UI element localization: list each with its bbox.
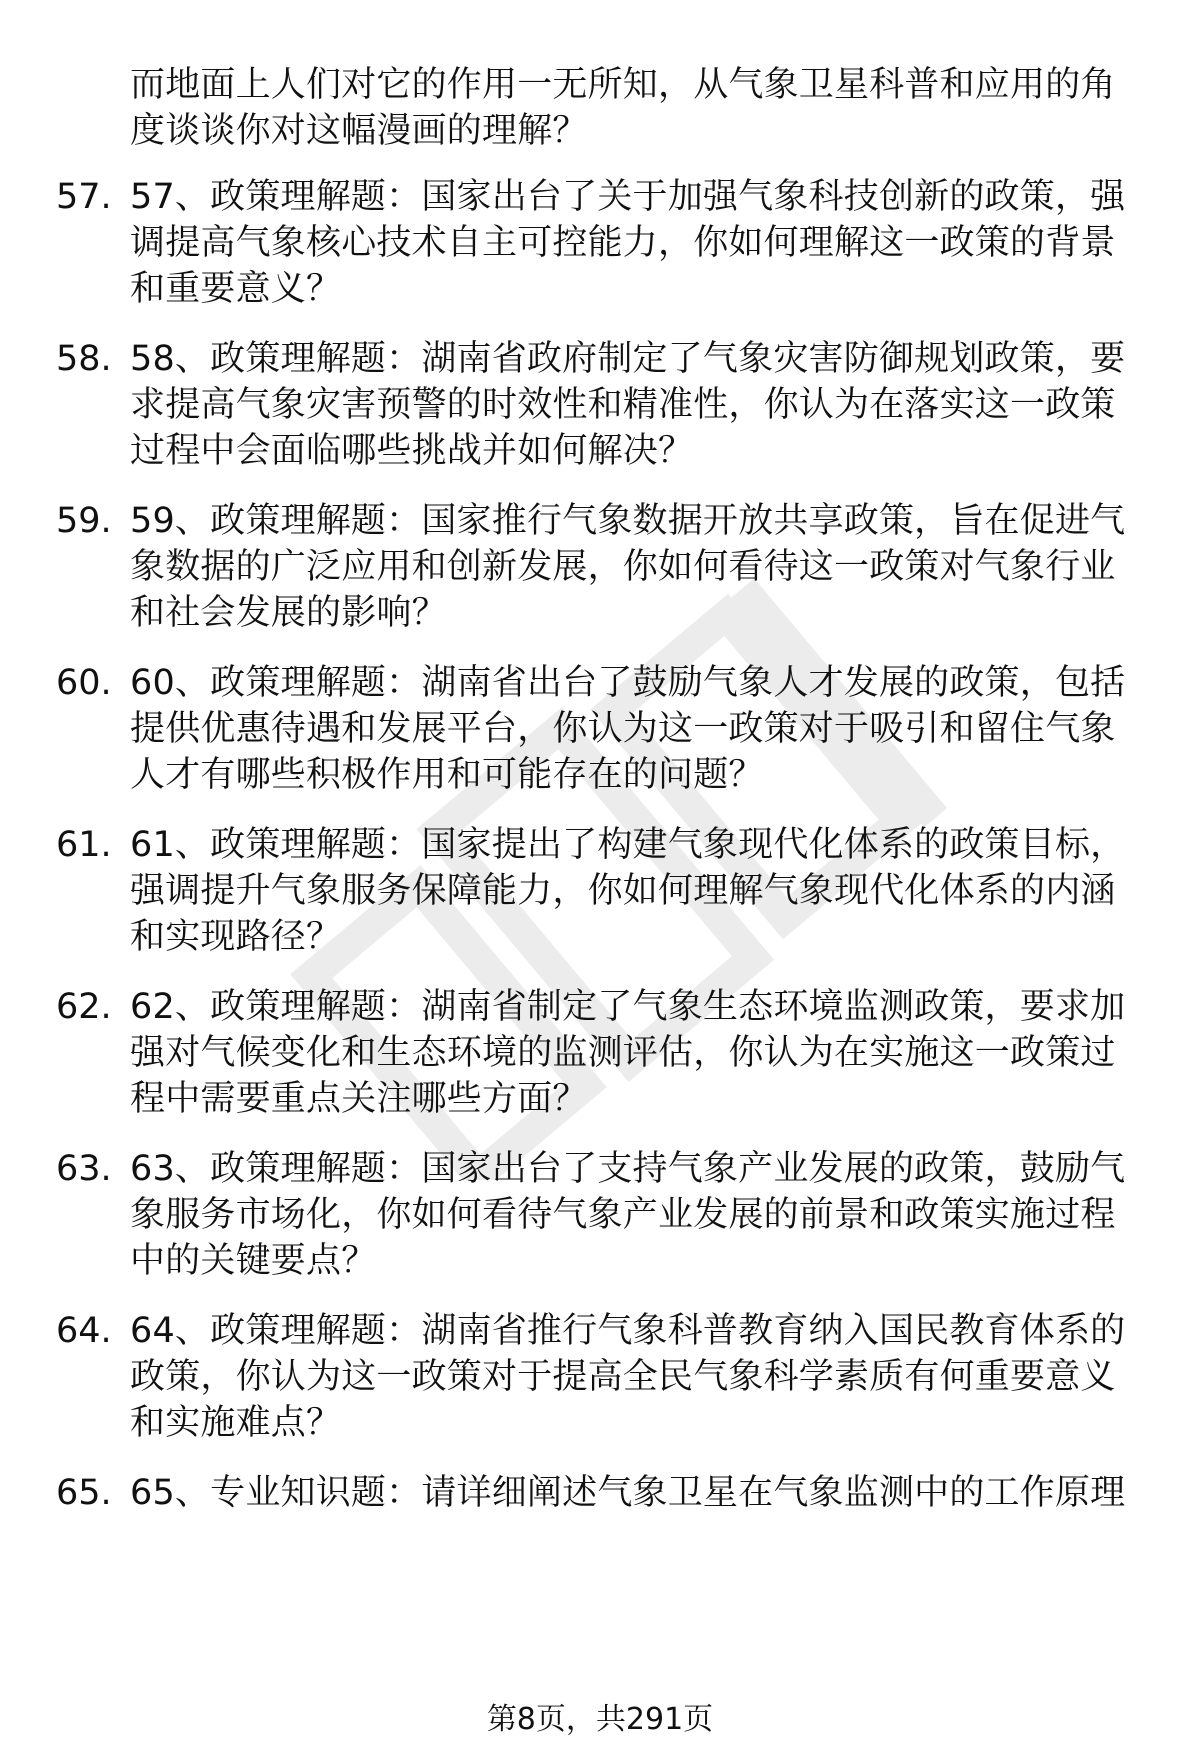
question-text: 62、政策理解题：湖南省制定了气象生态环境监测政策，要求加 强对气候变化和生态环境的监测评估，你认为在实施这一政策过 程中需要重点关注哪些方面？ — [130, 987, 1126, 1119]
question-text: 57、政策理解题：国家出台了关于加强气象科技创新的政策，强 调提高气象核心技术自主可控能力，你如何理解这一政策的背景 和重要意义？ — [130, 177, 1126, 309]
question-text: 65、专业知识题：请详细阐述气象卫星在气象监测中的工作原理 — [130, 1473, 1126, 1513]
question-text: 59、政策理解题：国家推行气象数据开放共享政策，旨在促进气 象数据的广泛应用和创新发展，你如何看待这一政策对气象行业 和社会发展的影响？ — [130, 501, 1126, 633]
question-number: 65. — [56, 1473, 112, 1513]
question-text: 58、政策理解题：湖南省政府制定了气象灾害防御规划政策，要 求提高气象灾害预警的时效性和精准性，你认为在落实这一政策 过程中会面临哪些挑战并如何解决？ — [130, 339, 1126, 471]
question-number: 61. — [56, 825, 112, 865]
question-number: 59. — [56, 501, 112, 541]
question-text: 63、政策理解题：国家出台了支持气象产业发展的政策，鼓励气 象服务市场化，你如何看待气象产业发展的前景和政策实施过程 中的关键要点？ — [130, 1149, 1126, 1281]
page-footer: 第8页，共291页 — [486, 1702, 714, 1737]
question-text: 61、政策理解题：国家提出了构建气象现代化体系的政策目标， 强调提升气象服务保障能力，你如何理解气象现代化体系的内涵 和实现路径？ — [130, 825, 1126, 957]
intro-text: 而地面上人们对它的作用一无所知，从气象卫星科普和应用的角 度谈谈你对这幅漫画的理解？ — [130, 65, 1116, 151]
question-text: 60、政策理解题：湖南省出台了鼓励气象人才发展的政策，包括 提供优惠待遇和发展平台，你认为这一政策对于吸引和留住气象 人才有哪些积极作用和可能存在的问题？ — [130, 663, 1126, 795]
question-number: 58. — [56, 339, 112, 379]
question-number: 63. — [56, 1149, 112, 1189]
question-text: 64、政策理解题：湖南省推行气象科普教育纳入国民教育体系的 政策，你认为这一政策对于提高全民气象科学素质有何重要意义 和实施难点？ — [130, 1311, 1126, 1443]
question-number: 64. — [56, 1311, 112, 1351]
question-number: 60. — [56, 663, 112, 703]
question-number: 62. — [56, 987, 112, 1027]
question-number: 57. — [56, 177, 112, 217]
